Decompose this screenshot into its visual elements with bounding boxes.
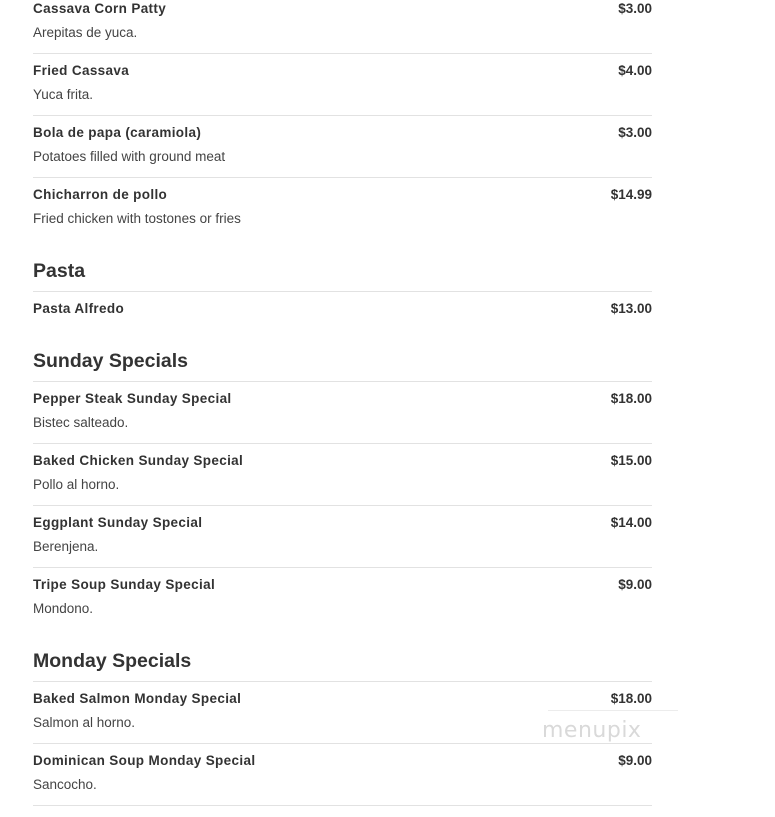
menu-item-name: Dominican Soup Monday Special [33, 753, 256, 768]
menu-item[interactable] [33, 382, 652, 444]
menu-item-name: Bola de papa (caramiola) [33, 125, 202, 140]
menu-item-description: Bistec salteado. [33, 415, 129, 430]
menu-item[interactable] [33, 178, 652, 240]
menu-item-name: Chicharron de pollo [33, 187, 168, 202]
menu-item[interactable] [33, 506, 652, 568]
menu-item-price: $18.00 [610, 391, 652, 406]
menu-item-price: $4.00 [618, 63, 652, 78]
menu-item-name: Pasta Alfredo [33, 301, 125, 316]
menu-item-description: Salmon al horno. [33, 715, 136, 730]
menu-item-description: Berenjena. [33, 539, 99, 554]
section-header [33, 330, 652, 382]
menu-item-price: $3.00 [618, 125, 652, 140]
menu-item-name: Baked Salmon Monday Special [33, 691, 242, 706]
menu-item-name: Eggplant Sunday Special [33, 515, 203, 530]
menu-item[interactable] [33, 444, 652, 506]
section-header [33, 630, 652, 682]
menu-item-price: $3.00 [618, 1, 652, 16]
menu-item[interactable] [33, 54, 652, 116]
menu-item-price: $9.00 [618, 753, 652, 768]
menu-item-description: Sancocho. [33, 777, 97, 792]
menu-item-description: Potatoes filled with ground meat [33, 149, 226, 164]
menu-item-description: Fried chicken with tostones or fries [33, 211, 241, 226]
menu-item-description: Pollo al horno. [33, 477, 120, 492]
menu-item[interactable] [33, 744, 652, 806]
menu-item[interactable] [33, 116, 652, 178]
menu-item[interactable] [33, 0, 652, 54]
menu-item[interactable] [33, 568, 652, 630]
section-header [33, 240, 652, 292]
menu-item-price: $14.99 [610, 187, 652, 202]
menu-item-price: $18.00 [610, 691, 652, 706]
menu-item-price: $15.00 [610, 453, 652, 468]
section-title: Monday Specials [33, 650, 192, 672]
menu-list [33, 0, 652, 806]
menu-item-name: Baked Chicken Sunday Special [33, 453, 244, 468]
menu-item-name: Tripe Soup Sunday Special [33, 577, 216, 592]
menu-item-description: Yuca frita. [33, 87, 94, 102]
menu-item-name: Pepper Steak Sunday Special [33, 391, 232, 406]
menu-item-name: Cassava Corn Patty [33, 1, 167, 16]
menu-item[interactable] [33, 292, 652, 330]
menu-item-description: Mondono. [33, 601, 94, 616]
menu-item-description: Arepitas de yuca. [33, 25, 138, 40]
section-title: Sunday Specials [33, 350, 188, 372]
section-title: Pasta [33, 260, 86, 282]
menu-item-price: $9.00 [618, 577, 652, 592]
watermark-logo: menupix [542, 718, 642, 743]
menu-item-price: $14.00 [610, 515, 652, 530]
menu-item-price: $13.00 [610, 301, 652, 316]
menu-item-name: Fried Cassava [33, 63, 130, 78]
watermark-rule [548, 710, 678, 711]
